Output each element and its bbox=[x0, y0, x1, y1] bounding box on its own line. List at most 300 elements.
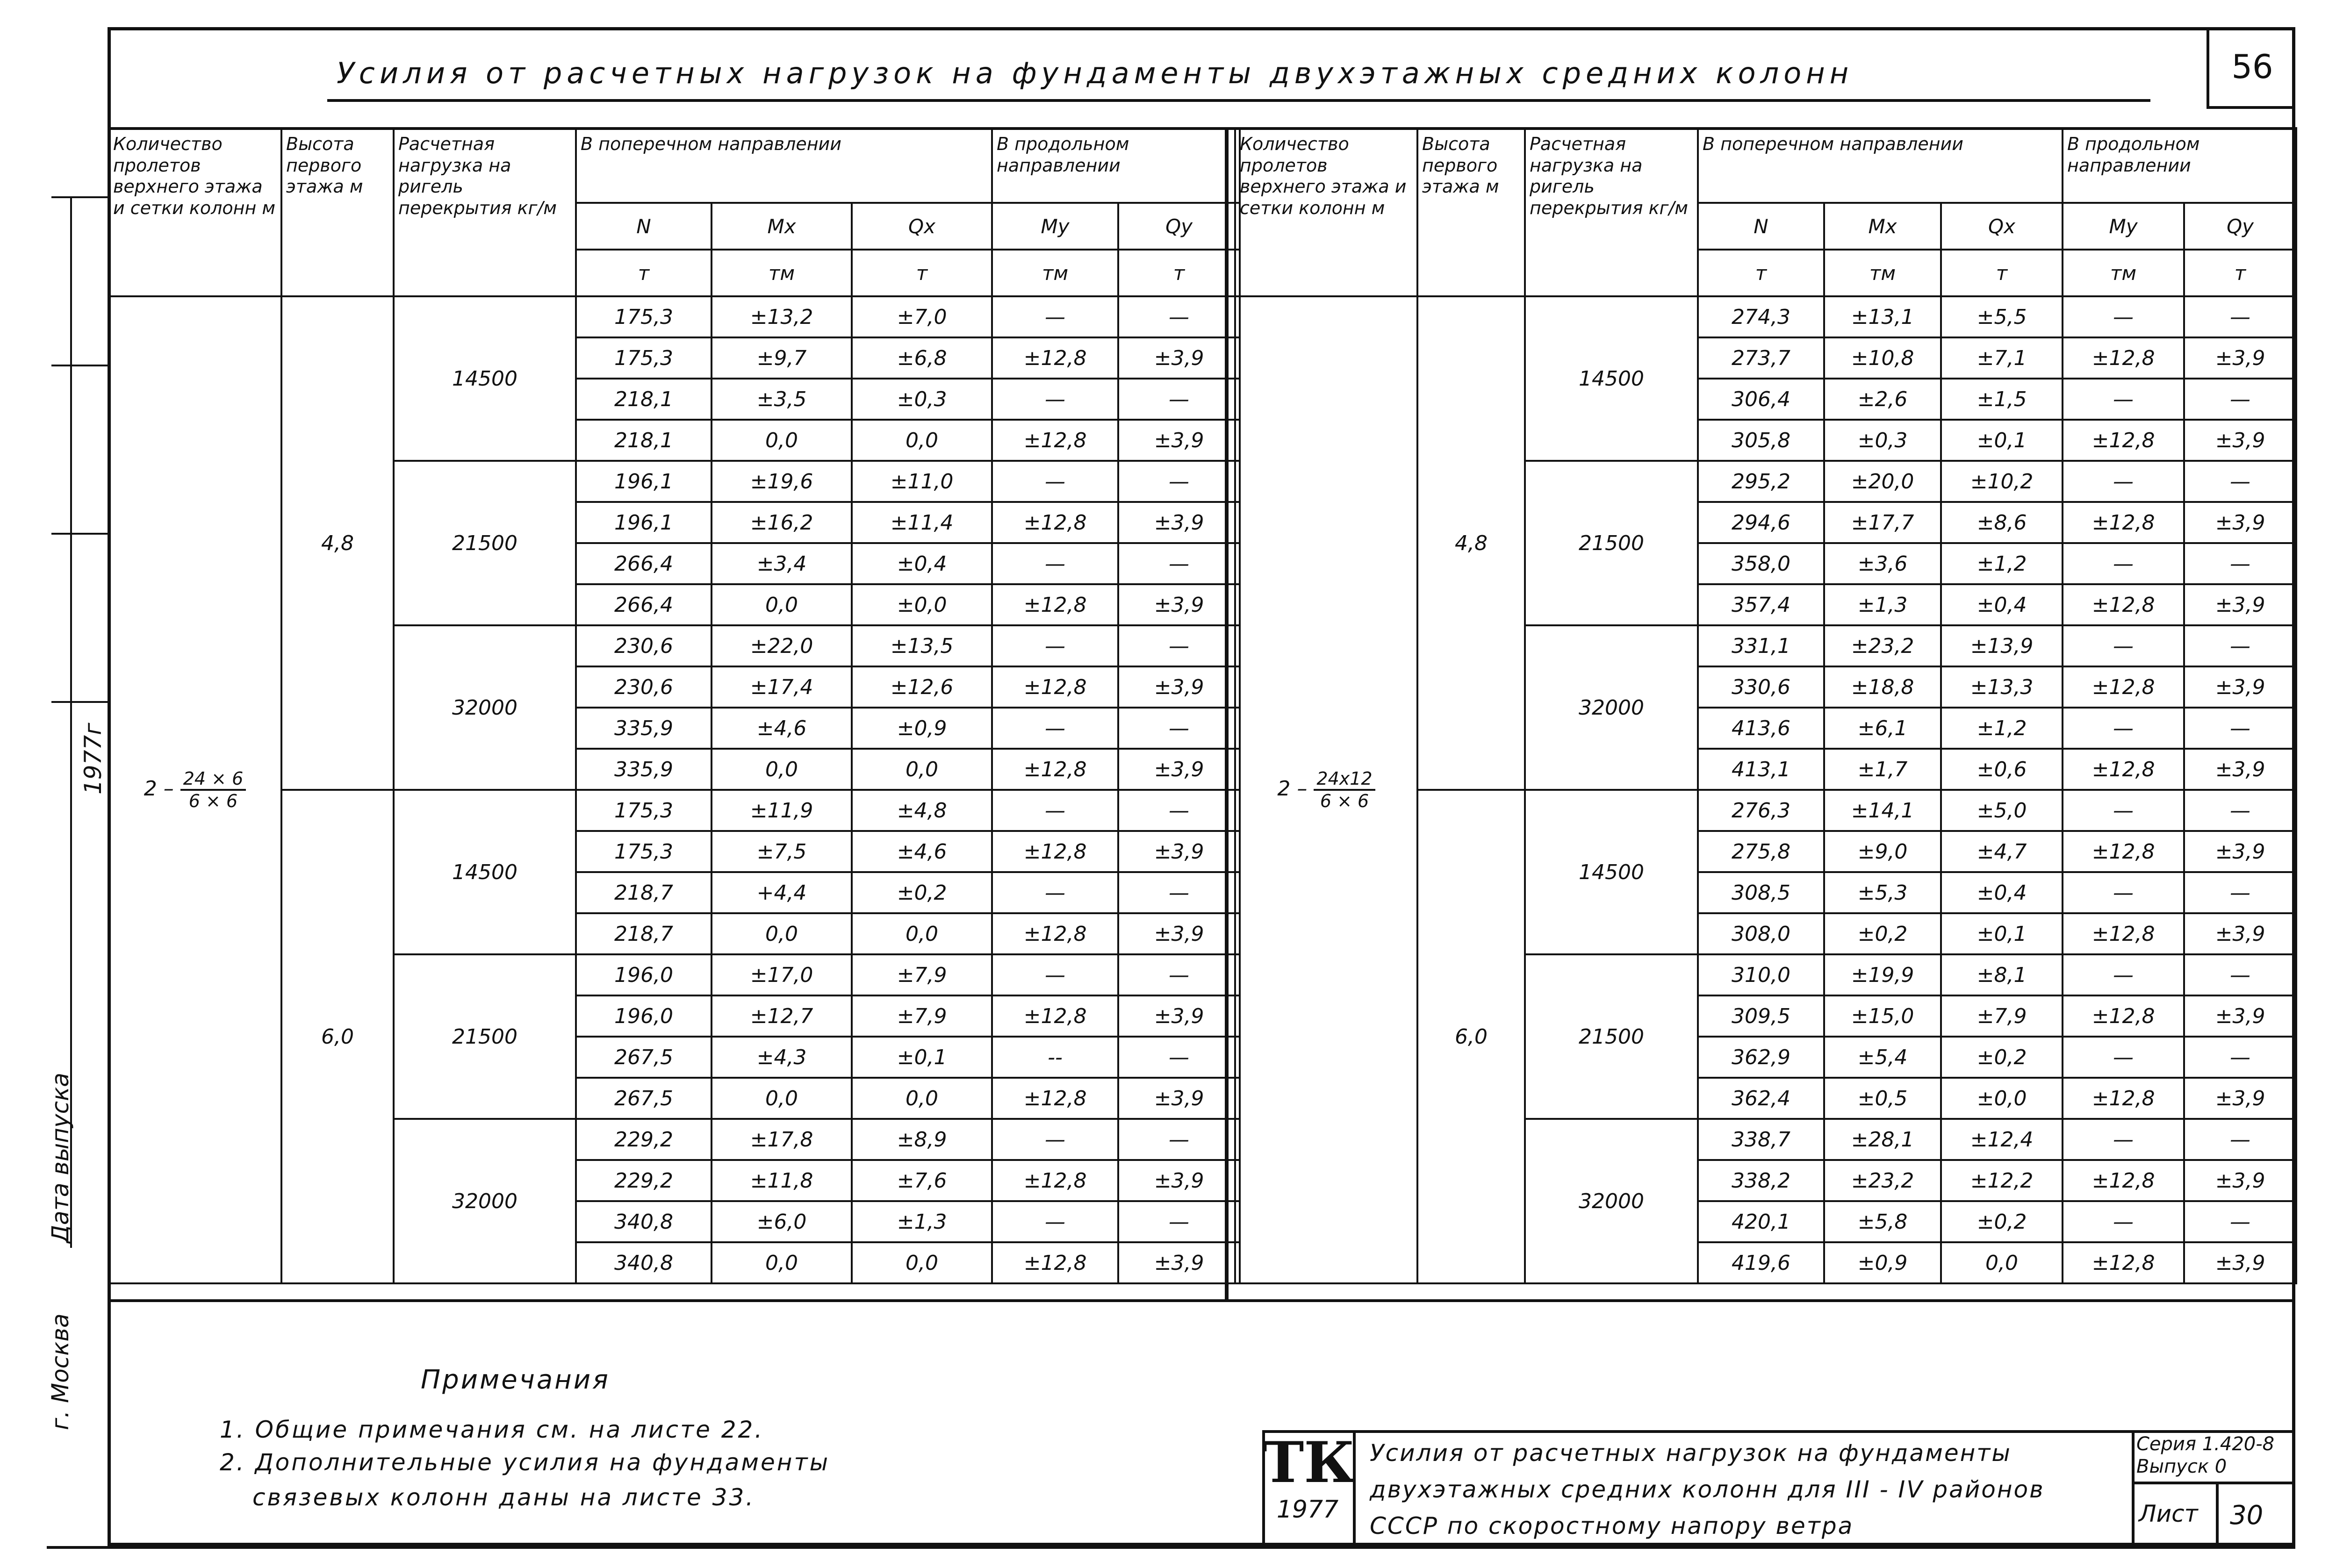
cell-Qx: 0,0 bbox=[1941, 1242, 2063, 1283]
cell-Mx: ±22,0 bbox=[712, 625, 852, 666]
cell-Mx: ±16,2 bbox=[712, 502, 852, 543]
cell-Qy: ±3,9 bbox=[1118, 1160, 1240, 1201]
cell-Qy: — bbox=[2184, 1201, 2296, 1242]
cell-My: — bbox=[992, 379, 1118, 420]
cell-Qy: ±3,9 bbox=[2184, 1078, 2296, 1119]
grid-prefix: 2 – bbox=[144, 777, 174, 801]
side-date: 1977г bbox=[79, 723, 107, 795]
cell-Qx: ±13,9 bbox=[1941, 625, 2063, 666]
cell-Qy: — bbox=[1118, 543, 1240, 584]
cell-Mx: ±3,6 bbox=[1824, 543, 1941, 584]
issue-label: Выпуск 0 bbox=[2136, 1456, 2227, 1477]
cell-Mx: 0,0 bbox=[712, 584, 852, 625]
cell-My: ±12,8 bbox=[2063, 337, 2184, 379]
grid-fraction bbox=[1314, 768, 1375, 811]
load-cell: 32000 bbox=[1525, 1119, 1698, 1283]
hdr-height: Высота первого этажа м bbox=[1417, 128, 1525, 296]
cell-My: — bbox=[2063, 954, 2184, 995]
hdr-N: N bbox=[576, 203, 712, 250]
cell-Mx: 0,0 bbox=[712, 1078, 852, 1119]
series-info bbox=[2136, 1433, 2274, 1478]
cell-Qy: ±3,9 bbox=[2184, 666, 2296, 708]
cell-Qx: ±12,2 bbox=[1941, 1160, 2063, 1201]
cell-Mx: ±17,0 bbox=[712, 954, 852, 995]
cell-N: 273,7 bbox=[1698, 337, 1824, 379]
cell-Qx: ±7,9 bbox=[852, 954, 992, 995]
cell-N: 267,5 bbox=[576, 1037, 712, 1078]
cell-Qx: ±6,8 bbox=[852, 337, 992, 379]
cell-N: 357,4 bbox=[1698, 584, 1824, 625]
stamp-description bbox=[1370, 1435, 2118, 1544]
grid-fraction bbox=[180, 768, 246, 811]
hdr-Mx: Mx bbox=[712, 203, 852, 250]
cell-Mx: ±12,7 bbox=[712, 995, 852, 1037]
cell-Mx: ±13,1 bbox=[1824, 296, 1941, 337]
hdr-longitudinal: В продольном направлении bbox=[2063, 128, 2296, 203]
cell-Mx: ±0,5 bbox=[1824, 1078, 1941, 1119]
cell-Qy: ±3,9 bbox=[1118, 502, 1240, 543]
cell-Qy: — bbox=[2184, 379, 2296, 420]
unit-Mx: тм bbox=[712, 250, 852, 296]
cell-Qy: ±3,9 bbox=[2184, 1242, 2296, 1283]
cell-My: -- bbox=[992, 1037, 1118, 1078]
cell-Mx: ±6,0 bbox=[712, 1201, 852, 1242]
unit-Qx: т bbox=[852, 250, 992, 296]
cell-N: 420,1 bbox=[1698, 1201, 1824, 1242]
cell-Qx: ±0,1 bbox=[1941, 420, 2063, 461]
side-city: г. Москва bbox=[47, 1313, 74, 1430]
cell-Mx: ±11,9 bbox=[712, 790, 852, 831]
page-title: Усилия от расчетных нагрузок на фундаменты двухэтажных средних колонн bbox=[337, 56, 1854, 90]
grid-numerator: 24 × 6 bbox=[180, 768, 246, 791]
cell-Mx: ±5,8 bbox=[1824, 1201, 1941, 1242]
cell-Mx: ±13,2 bbox=[712, 296, 852, 337]
cell-Qy: — bbox=[1118, 1201, 1240, 1242]
cell-Qx: ±5,5 bbox=[1941, 296, 2063, 337]
unit-Qy: т bbox=[1118, 250, 1240, 296]
tk-year: 1977 bbox=[1276, 1496, 1339, 1524]
cell-My: — bbox=[992, 954, 1118, 995]
cell-N: 331,1 bbox=[1698, 625, 1824, 666]
sheet-bottom-rule bbox=[47, 1546, 2295, 1549]
floor-height-cell: 6,0 bbox=[281, 790, 394, 1283]
cell-My: ±12,8 bbox=[2063, 584, 2184, 625]
cell-Mx: ±1,3 bbox=[1824, 584, 1941, 625]
cell-Qx: 0,0 bbox=[852, 1242, 992, 1283]
load-cell: 32000 bbox=[394, 1119, 576, 1283]
tk-mark: ТК bbox=[1262, 1430, 1355, 1496]
cell-My: ±12,8 bbox=[2063, 666, 2184, 708]
cell-N: 330,6 bbox=[1698, 666, 1824, 708]
cell-My: — bbox=[992, 708, 1118, 749]
cell-Mx: ±3,4 bbox=[712, 543, 852, 584]
cell-Qy: — bbox=[1118, 1119, 1240, 1160]
cell-Mx: 0,0 bbox=[712, 420, 852, 461]
cell-Qy: ±3,9 bbox=[1118, 749, 1240, 790]
cell-Qx: 0,0 bbox=[852, 749, 992, 790]
load-cell: 14500 bbox=[394, 296, 576, 461]
cell-N: 230,6 bbox=[576, 625, 712, 666]
cell-Mx: ±19,9 bbox=[1824, 954, 1941, 995]
cell-Qy: ±3,9 bbox=[1118, 995, 1240, 1037]
cell-My: ±12,8 bbox=[992, 584, 1118, 625]
cell-Qx: ±8,9 bbox=[852, 1119, 992, 1160]
cell-Qx: ±4,6 bbox=[852, 831, 992, 872]
unit-N: т bbox=[1698, 250, 1824, 296]
cell-My: ±12,8 bbox=[992, 995, 1118, 1037]
cell-Mx: ±1,7 bbox=[1824, 749, 1941, 790]
cell-My: — bbox=[2063, 625, 2184, 666]
cell-N: 338,2 bbox=[1698, 1160, 1824, 1201]
hdr-Qx: Qx bbox=[852, 203, 992, 250]
cell-Mx: ±18,8 bbox=[1824, 666, 1941, 708]
cell-My: — bbox=[2063, 708, 2184, 749]
cell-Qy: — bbox=[2184, 872, 2296, 913]
cell-My: — bbox=[2063, 1037, 2184, 1078]
cell-Qy: ±3,9 bbox=[2184, 913, 2296, 954]
cell-Qx: ±11,4 bbox=[852, 502, 992, 543]
cell-My: — bbox=[2063, 1201, 2184, 1242]
cell-Qy: ±3,9 bbox=[1118, 913, 1240, 954]
cell-Qx: ±0,1 bbox=[852, 1037, 992, 1078]
cell-N: 218,1 bbox=[576, 379, 712, 420]
cell-Qx: ±0,4 bbox=[1941, 584, 2063, 625]
title-underline bbox=[327, 99, 2150, 102]
cell-Qx: ±4,7 bbox=[1941, 831, 2063, 872]
cell-Qy: — bbox=[1118, 296, 1240, 337]
cell-Qy: — bbox=[1118, 1037, 1240, 1078]
cell-N: 175,3 bbox=[576, 337, 712, 379]
cell-Qy: — bbox=[1118, 872, 1240, 913]
cell-Qy: — bbox=[2184, 461, 2296, 502]
forces-table-left bbox=[108, 127, 1241, 1284]
cell-N: 266,4 bbox=[576, 584, 712, 625]
cell-Mx: 0,0 bbox=[712, 1242, 852, 1283]
cell-Mx: ±23,2 bbox=[1824, 1160, 1941, 1201]
hdr-Qy: Qy bbox=[2184, 203, 2296, 250]
cell-Qx: ±8,6 bbox=[1941, 502, 2063, 543]
load-cell: 21500 bbox=[394, 954, 576, 1119]
cell-N: 308,0 bbox=[1698, 913, 1824, 954]
cell-Qy: — bbox=[1118, 461, 1240, 502]
unit-Mx: тм bbox=[1824, 250, 1941, 296]
cell-Mx: ±11,8 bbox=[712, 1160, 852, 1201]
cell-Mx: 0,0 bbox=[712, 749, 852, 790]
hdr-N: N bbox=[1698, 203, 1824, 250]
floor-height-cell: 4,8 bbox=[281, 296, 394, 790]
cell-My: ±12,8 bbox=[992, 1242, 1118, 1283]
cell-N: 218,7 bbox=[576, 913, 712, 954]
sheet-divider bbox=[2132, 1482, 2295, 1484]
cell-Qx: ±0,4 bbox=[1941, 872, 2063, 913]
cell-N: 294,6 bbox=[1698, 502, 1824, 543]
cell-My: — bbox=[992, 1119, 1118, 1160]
cell-My: — bbox=[2063, 1119, 2184, 1160]
cell-Qy: ±3,9 bbox=[2184, 749, 2296, 790]
cell-Qy: — bbox=[2184, 790, 2296, 831]
cell-Qx: ±8,1 bbox=[1941, 954, 2063, 995]
cell-My: — bbox=[2063, 543, 2184, 584]
cell-Qx: ±12,6 bbox=[852, 666, 992, 708]
cell-N: 275,8 bbox=[1698, 831, 1824, 872]
cell-Mx: +4,4 bbox=[712, 872, 852, 913]
cell-N: 266,4 bbox=[576, 543, 712, 584]
cell-My: ±12,8 bbox=[992, 1160, 1118, 1201]
tables-separator bbox=[1225, 127, 1229, 1300]
cell-Qy: — bbox=[1118, 708, 1240, 749]
cell-My: — bbox=[2063, 872, 2184, 913]
cell-My: ±12,8 bbox=[2063, 502, 2184, 543]
cell-Mx: ±20,0 bbox=[1824, 461, 1941, 502]
note-2-cont: связевых колонн даны на листе 33. bbox=[252, 1484, 755, 1511]
hdr-Mx: Mx bbox=[1824, 203, 1941, 250]
cell-N: 175,3 bbox=[576, 790, 712, 831]
load-cell: 21500 bbox=[394, 461, 576, 625]
grid-prefix: 2 – bbox=[1277, 777, 1308, 801]
hdr-transverse: В поперечном направлении bbox=[1698, 128, 2063, 203]
cell-Mx: ±0,2 bbox=[1824, 913, 1941, 954]
cell-My: ±12,8 bbox=[992, 1078, 1118, 1119]
cell-Qx: ±0,1 bbox=[1941, 913, 2063, 954]
cell-N: 229,2 bbox=[576, 1160, 712, 1201]
load-cell: 21500 bbox=[1525, 461, 1698, 625]
hdr-spans: Количество пролетов верхнего этажа и сетки колонн м bbox=[108, 128, 281, 296]
cell-N: 413,1 bbox=[1698, 749, 1824, 790]
load-cell: 32000 bbox=[1525, 625, 1698, 790]
cell-My: ±12,8 bbox=[2063, 1078, 2184, 1119]
cell-My: ±12,8 bbox=[992, 420, 1118, 461]
stamp-line-1: Усилия от расчетных нагрузок на фундаменты bbox=[1370, 1439, 2012, 1467]
hdr-transverse: В поперечном направлении bbox=[576, 128, 992, 203]
cell-My: ±12,8 bbox=[2063, 1242, 2184, 1283]
cell-N: 305,8 bbox=[1698, 420, 1824, 461]
cell-My: ±12,8 bbox=[2063, 831, 2184, 872]
table-row bbox=[1235, 296, 2296, 337]
cell-My: ±12,8 bbox=[2063, 1160, 2184, 1201]
cell-N: 196,1 bbox=[576, 461, 712, 502]
stamp-line-2: двухэтажных средних колонн для III - IV районов bbox=[1370, 1476, 2045, 1503]
cell-N: 335,9 bbox=[576, 708, 712, 749]
cell-Qx: ±0,2 bbox=[1941, 1201, 2063, 1242]
cell-Qy: ±3,9 bbox=[2184, 831, 2296, 872]
cell-Qx: ±0,2 bbox=[1941, 1037, 2063, 1078]
cell-My: ±12,8 bbox=[992, 666, 1118, 708]
cell-N: 175,3 bbox=[576, 296, 712, 337]
cell-N: 340,8 bbox=[576, 1242, 712, 1283]
cell-Qx: ±7,9 bbox=[852, 995, 992, 1037]
cell-Qx: ±10,2 bbox=[1941, 461, 2063, 502]
cell-Qy: — bbox=[2184, 543, 2296, 584]
cell-N: 267,5 bbox=[576, 1078, 712, 1119]
hdr-load: Расчетная нагрузка на ригель перекрытия кг/м bbox=[1525, 128, 1698, 296]
cell-My: — bbox=[2063, 790, 2184, 831]
cell-Qy: ±3,9 bbox=[2184, 1160, 2296, 1201]
cell-N: 196,1 bbox=[576, 502, 712, 543]
tk-logo bbox=[1262, 1430, 1356, 1547]
cell-Mx: ±3,5 bbox=[712, 379, 852, 420]
side-date-label: Дата выпуска bbox=[47, 1073, 74, 1243]
cell-Mx: 0,0 bbox=[712, 913, 852, 954]
cell-Qx: ±0,0 bbox=[852, 584, 992, 625]
cell-Qy: ±3,9 bbox=[1118, 1242, 1240, 1283]
cell-Qx: ±0,0 bbox=[1941, 1078, 2063, 1119]
cell-Qx: ±0,9 bbox=[852, 708, 992, 749]
side-tick bbox=[51, 701, 108, 703]
cell-Qy: ±3,9 bbox=[1118, 1078, 1240, 1119]
cell-N: 338,7 bbox=[1698, 1119, 1824, 1160]
cell-Qx: ±0,3 bbox=[852, 379, 992, 420]
cell-N: 230,6 bbox=[576, 666, 712, 708]
cell-Qy: — bbox=[1118, 379, 1240, 420]
cell-Qx: ±11,0 bbox=[852, 461, 992, 502]
cell-Qx: ±0,2 bbox=[852, 872, 992, 913]
cell-My: ±12,8 bbox=[2063, 420, 2184, 461]
floor-height-cell: 4,8 bbox=[1417, 296, 1525, 790]
cell-My: ±12,8 bbox=[992, 913, 1118, 954]
cell-My: — bbox=[992, 1201, 1118, 1242]
cell-Qx: ±0,4 bbox=[852, 543, 992, 584]
cell-N: 362,9 bbox=[1698, 1037, 1824, 1078]
sheet-label: Лист bbox=[2139, 1500, 2198, 1527]
cell-Qy: ±3,9 bbox=[2184, 420, 2296, 461]
unit-My: тм bbox=[2063, 250, 2184, 296]
cell-Mx: ±4,3 bbox=[712, 1037, 852, 1078]
cell-My: ±12,8 bbox=[2063, 995, 2184, 1037]
cell-N: 295,2 bbox=[1698, 461, 1824, 502]
cell-Qy: — bbox=[2184, 1037, 2296, 1078]
cell-Mx: ±17,7 bbox=[1824, 502, 1941, 543]
sheet-divider-v bbox=[2216, 1482, 2219, 1547]
cell-Mx: ±5,4 bbox=[1824, 1037, 1941, 1078]
cell-My: ±12,8 bbox=[992, 749, 1118, 790]
cell-Qy: ±3,9 bbox=[1118, 420, 1240, 461]
cell-Qy: — bbox=[2184, 625, 2296, 666]
unit-Qy: т bbox=[2184, 250, 2296, 296]
cell-Qx: ±13,5 bbox=[852, 625, 992, 666]
load-cell: 14500 bbox=[1525, 296, 1698, 461]
cell-Qx: 0,0 bbox=[852, 1078, 992, 1119]
cell-Qy: — bbox=[2184, 1119, 2296, 1160]
cell-N: 274,3 bbox=[1698, 296, 1824, 337]
cell-Qx: ±7,1 bbox=[1941, 337, 2063, 379]
cell-Qy: ±3,9 bbox=[1118, 584, 1240, 625]
cell-N: 358,0 bbox=[1698, 543, 1824, 584]
cell-N: 218,7 bbox=[576, 872, 712, 913]
cell-Mx: ±9,7 bbox=[712, 337, 852, 379]
cell-My: ±12,8 bbox=[2063, 913, 2184, 954]
cell-N: 309,5 bbox=[1698, 995, 1824, 1037]
cell-Qx: ±1,2 bbox=[1941, 543, 2063, 584]
cell-My: ±12,8 bbox=[992, 502, 1118, 543]
cell-N: 276,3 bbox=[1698, 790, 1824, 831]
load-cell: 14500 bbox=[1525, 790, 1698, 954]
cell-N: 175,3 bbox=[576, 831, 712, 872]
cell-N: 419,6 bbox=[1698, 1242, 1824, 1283]
cell-Mx: ±15,0 bbox=[1824, 995, 1941, 1037]
side-tick bbox=[51, 533, 108, 535]
cell-N: 308,5 bbox=[1698, 872, 1824, 913]
load-cell: 21500 bbox=[1525, 954, 1698, 1119]
page-number: 56 bbox=[2207, 27, 2295, 109]
cell-Mx: ±23,2 bbox=[1824, 625, 1941, 666]
cell-Qx: 0,0 bbox=[852, 913, 992, 954]
grid-denominator: 6 × 6 bbox=[1320, 791, 1369, 811]
side-tick bbox=[51, 365, 108, 366]
cell-Mx: ±28,1 bbox=[1824, 1119, 1941, 1160]
cell-N: 196,0 bbox=[576, 995, 712, 1037]
cell-Qy: ±3,9 bbox=[1118, 831, 1240, 872]
cell-Mx: ±2,6 bbox=[1824, 379, 1941, 420]
cell-Qy: — bbox=[1118, 625, 1240, 666]
cell-My: — bbox=[2063, 379, 2184, 420]
cell-Qx: ±1,2 bbox=[1941, 708, 2063, 749]
hdr-longitudinal: В продольном направлении bbox=[992, 128, 1240, 203]
cell-Mx: ±19,6 bbox=[712, 461, 852, 502]
cell-Qy: ±3,9 bbox=[2184, 502, 2296, 543]
cell-N: 306,4 bbox=[1698, 379, 1824, 420]
grid-cell bbox=[108, 296, 281, 1283]
cell-N: 196,0 bbox=[576, 954, 712, 995]
cell-Qx: ±7,9 bbox=[1941, 995, 2063, 1037]
hdr-My: My bbox=[992, 203, 1118, 250]
cell-My: — bbox=[992, 296, 1118, 337]
cell-N: 218,1 bbox=[576, 420, 712, 461]
unit-N: т bbox=[576, 250, 712, 296]
grid-denominator: 6 × 6 bbox=[188, 791, 238, 811]
unit-Qx: т bbox=[1941, 250, 2063, 296]
cell-Mx: ±17,8 bbox=[712, 1119, 852, 1160]
note-2: 2. Дополнительные усилия на фундаменты bbox=[220, 1449, 830, 1476]
cell-My: — bbox=[2063, 296, 2184, 337]
cell-Mx: ±10,8 bbox=[1824, 337, 1941, 379]
cell-Qx: ±5,0 bbox=[1941, 790, 2063, 831]
cell-Mx: ±5,3 bbox=[1824, 872, 1941, 913]
cell-My: ±12,8 bbox=[992, 831, 1118, 872]
cell-My: — bbox=[992, 543, 1118, 584]
table-row bbox=[108, 296, 1240, 337]
cell-Qx: 0,0 bbox=[852, 420, 992, 461]
table-bottom-rule bbox=[108, 1299, 2295, 1302]
cell-Qy: — bbox=[1118, 790, 1240, 831]
hdr-My: My bbox=[2063, 203, 2184, 250]
cell-N: 229,2 bbox=[576, 1119, 712, 1160]
hdr-Qy: Qy bbox=[1118, 203, 1240, 250]
cell-N: 335,9 bbox=[576, 749, 712, 790]
cell-Qy: — bbox=[2184, 954, 2296, 995]
forces-table-right bbox=[1234, 127, 2297, 1284]
load-cell: 14500 bbox=[394, 790, 576, 954]
grid-cell bbox=[1235, 296, 1417, 1283]
cell-My: — bbox=[2063, 461, 2184, 502]
cell-Qy: ±3,9 bbox=[2184, 337, 2296, 379]
cell-My: ±12,8 bbox=[2063, 749, 2184, 790]
cell-Qy: ±3,9 bbox=[1118, 666, 1240, 708]
cell-Qy: ±3,9 bbox=[2184, 995, 2296, 1037]
cell-Qx: ±7,6 bbox=[852, 1160, 992, 1201]
cell-Qx: ±1,3 bbox=[852, 1201, 992, 1242]
cell-Mx: ±14,1 bbox=[1824, 790, 1941, 831]
cell-N: 340,8 bbox=[576, 1201, 712, 1242]
cell-Mx: ±17,4 bbox=[712, 666, 852, 708]
cell-Qy: — bbox=[1118, 954, 1240, 995]
cell-Mx: ±4,6 bbox=[712, 708, 852, 749]
cell-Qy: ±3,9 bbox=[1118, 337, 1240, 379]
cell-Mx: ±0,9 bbox=[1824, 1242, 1941, 1283]
cell-N: 310,0 bbox=[1698, 954, 1824, 995]
cell-Qx: ±7,0 bbox=[852, 296, 992, 337]
cell-N: 413,6 bbox=[1698, 708, 1824, 749]
cell-Qy: ±3,9 bbox=[2184, 584, 2296, 625]
